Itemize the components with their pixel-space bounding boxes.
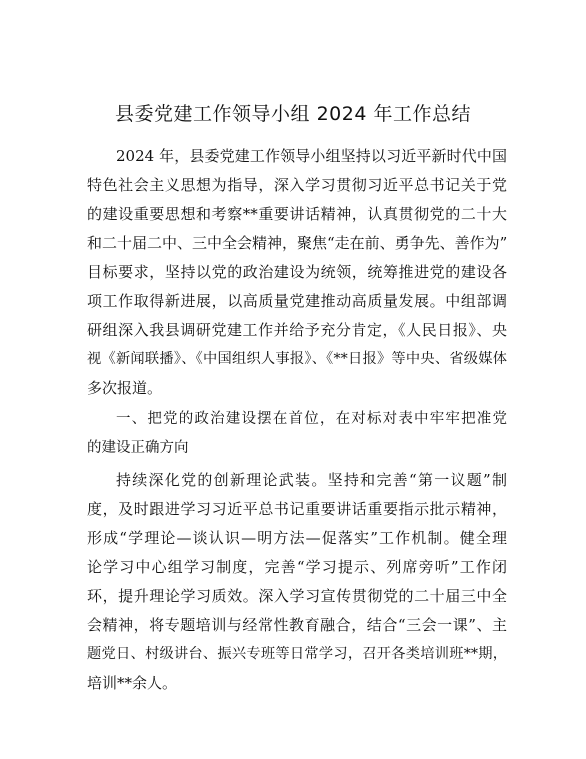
paragraph-1-line: 和二十届二中、三中全会精神，聚焦“走在前、勇争先、善作为”: [87, 234, 507, 252]
paragraph-2-line: 形成“学理论—谈认识—明方法—促落实”工作机制。健全理: [87, 529, 507, 547]
paragraph-2-line: 论学习中心组学习制度，完善“学习提示、列席旁听”工作闭: [87, 558, 507, 576]
paragraph-2-line: 培训**余人。: [87, 674, 178, 692]
paragraph-1-line: 视《新闻联播》、《中国组织人事报》、《**日报》等中央、省级媒体: [87, 351, 507, 367]
paragraph-2-line: 会精神，将专题培训与经常性教育融合，结合“三会一课”、主: [87, 616, 507, 634]
paragraph-1-line: 多次报道。: [87, 379, 163, 397]
paragraph-1-line: 项工作取得新进展，以高质量党建推动高质量发展。中组部调: [87, 292, 507, 310]
paragraph-1-line: 2024 年，县委党建工作领导小组坚持以习近平新时代中国: [116, 147, 507, 165]
paragraph-2-line: 环，提升理论学习质效。深入学习宣传贯彻党的二十届三中全: [87, 587, 507, 605]
document-title: 县委党建工作领导小组 2024 年工作总结: [115, 103, 471, 125]
section-1-heading-line: 的建设正确方向: [87, 440, 189, 456]
paragraph-1-line: 的建设重要思想和考察**重要讲话精神，认真贯彻党的二十大: [87, 205, 507, 223]
paragraph-1-line: 研组深入我县调研党建工作并给予充分肯定，《人民日报》、央: [87, 321, 507, 339]
paragraph-1-line: 特色社会主义思想为指导，深入学习贯彻习近平总书记关于党: [87, 176, 507, 194]
paragraph-1-line: 目标要求，坚持以党的政治建设为统领，统筹推进党的建设各: [87, 263, 507, 281]
paragraph-2-line: 题党日、村级讲台、振兴专班等日常学习，召开各类培训班**期，: [87, 646, 507, 662]
paragraph-2-line: 持续深化党的创新理论武装。坚持和完善“第一议题”制: [116, 471, 507, 489]
section-1-heading-line: 一、把党的政治建设摆在首位，在对标对表中牢牢把准党: [116, 411, 507, 427]
paragraph-2-line: 度，及时跟进学习习近平总书记重要讲话重要指示批示精神，: [87, 500, 507, 518]
